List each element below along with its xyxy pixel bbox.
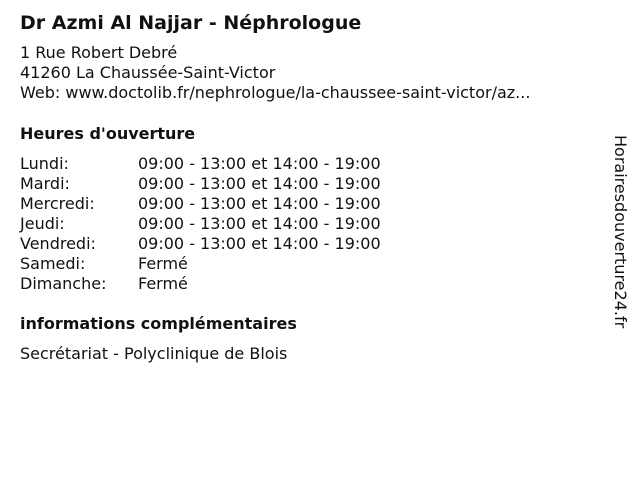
day-hours: 09:00 - 13:00 et 14:00 - 19:00 xyxy=(138,234,381,253)
day-label: Jeudi: xyxy=(20,214,65,233)
day-hours: 09:00 - 13:00 et 14:00 - 19:00 xyxy=(138,194,381,213)
day-hours: 09:00 - 13:00 et 14:00 - 19:00 xyxy=(138,174,381,193)
site-watermark: Horairesdouverture24.fr xyxy=(611,135,630,329)
address-block xyxy=(20,43,530,103)
day-hours: Fermé xyxy=(138,274,188,293)
hours-row-monday xyxy=(20,154,381,174)
day-label: Samedi: xyxy=(20,254,86,273)
opening-hours-heading: Heures d'ouverture xyxy=(20,124,196,143)
website-link[interactable]: Web: www.doctolib.fr/nephrologue/la-chaussee-saint-victor/az... xyxy=(20,83,531,102)
day-label: Mardi: xyxy=(20,174,70,193)
hours-row-friday xyxy=(20,234,381,254)
day-hours: 09:00 - 13:00 et 14:00 - 19:00 xyxy=(138,214,381,233)
hours-row-saturday xyxy=(20,254,381,274)
address-street: 1 Rue Robert Debré xyxy=(20,43,178,62)
day-hours: Fermé xyxy=(138,254,188,273)
opening-hours-table xyxy=(20,154,381,294)
address-city: 41260 La Chaussée-Saint-Victor xyxy=(20,63,276,82)
hours-row-sunday xyxy=(20,274,381,294)
hours-row-tuesday xyxy=(20,174,381,194)
additional-info-heading: informations complémentaires xyxy=(20,314,297,333)
page-title: Dr Azmi Al Najjar - Néphrologue xyxy=(20,12,362,34)
day-label: Mercredi: xyxy=(20,194,95,213)
day-hours: 09:00 - 13:00 et 14:00 - 19:00 xyxy=(138,154,381,173)
hours-row-thursday xyxy=(20,214,381,234)
day-label: Vendredi: xyxy=(20,234,96,253)
hours-row-wednesday xyxy=(20,194,381,214)
day-label: Lundi: xyxy=(20,154,69,173)
day-label: Dimanche: xyxy=(20,274,107,293)
additional-info-text: Secrétariat - Polyclinique de Blois xyxy=(20,344,288,363)
